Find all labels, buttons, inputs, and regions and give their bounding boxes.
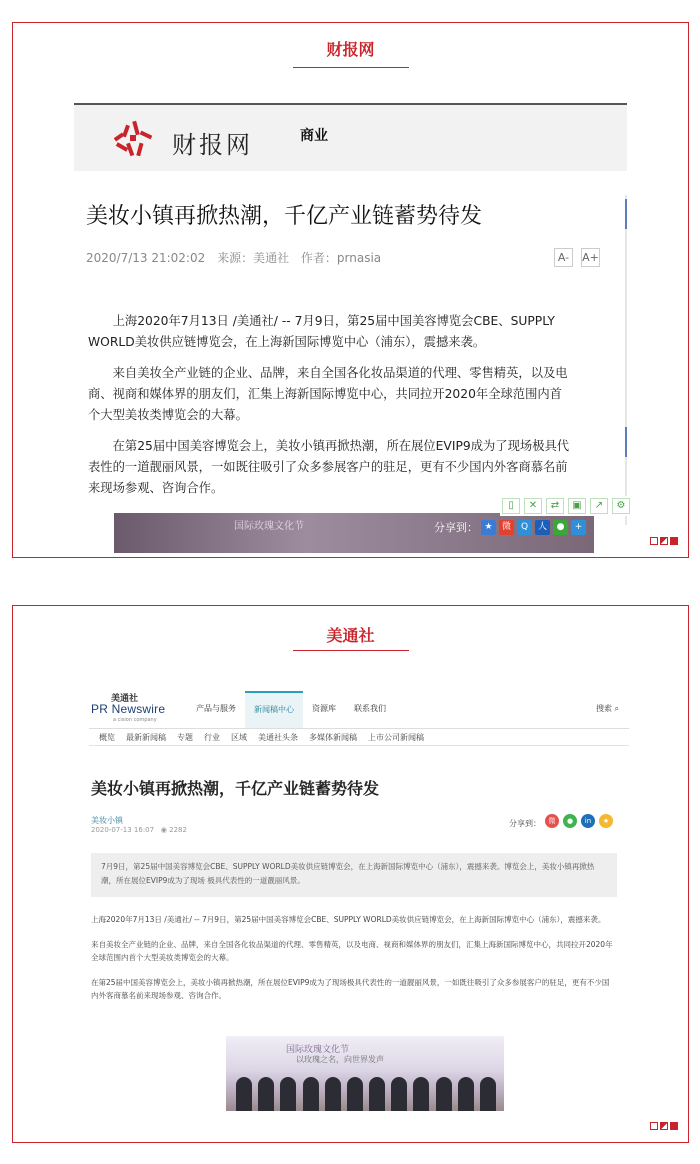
weibo-icon[interactable]: 微 bbox=[545, 814, 559, 828]
article-body bbox=[88, 311, 574, 509]
more-share-icon[interactable]: + bbox=[571, 520, 586, 535]
view-count: 2282 bbox=[169, 826, 187, 834]
article-title: 美妆小镇再掀热潮，千亿产业链蓄势待发 bbox=[86, 204, 483, 229]
site-header bbox=[74, 103, 627, 171]
photo-people bbox=[236, 1077, 496, 1111]
subnav-item[interactable]: 专题 bbox=[177, 733, 193, 742]
scroll-track[interactable] bbox=[625, 195, 627, 525]
subnav-item[interactable]: 概览 bbox=[99, 733, 115, 742]
title-underline bbox=[293, 67, 409, 68]
article-photo bbox=[226, 1036, 504, 1111]
share-bar bbox=[434, 519, 586, 535]
logo-subtext: a cision company bbox=[113, 717, 157, 723]
scroll-marker bbox=[625, 427, 627, 457]
subnav-item[interactable]: 美通社头条 bbox=[258, 733, 298, 742]
image-banner-text: 国际玫瑰文化节 bbox=[286, 1045, 350, 1055]
eye-icon: ◉ bbox=[160, 826, 167, 834]
settings-icon[interactable]: ⚙ bbox=[612, 498, 630, 514]
image-banner-text: 国际玫瑰文化节 bbox=[234, 521, 304, 532]
article-meta bbox=[91, 826, 187, 834]
share-label: 分享到： bbox=[509, 819, 541, 828]
nav-item-resources[interactable]: 资源库 bbox=[312, 704, 336, 713]
font-smaller-button[interactable]: A- bbox=[554, 248, 573, 267]
subnav-item[interactable]: 区域 bbox=[231, 733, 247, 742]
font-larger-button[interactable]: A+ bbox=[581, 248, 600, 267]
article-paragraph: 上海2020年7月13日 /美通社/ -- 7月9日，第25届中国美容博览会CBE、SUPPLY WORLD美妆供应链博览会，在上海新国际博览中心（浦东），震撼来袭。 bbox=[91, 915, 606, 924]
share-buttons bbox=[545, 814, 613, 828]
corner-decoration bbox=[650, 1122, 678, 1130]
article-paragraph: 在第25届中国美容博览会上，美妆小镇再掀热潮，所在展位EVIP9成为了现场极具代表性的一道靓丽风景，一如既往吸引了众多参展客户的驻足，更有不少国内外客商慕名前来现场参观、咨询合作。 bbox=[91, 978, 610, 1000]
prnewswire-screenshot bbox=[89, 681, 629, 1111]
article-paragraph: 在第25届中国美容博览会上，美妆小镇再掀热潮，所在展位EVIP9成为了现场极具代表性的一道靓丽风景，一如既往吸引了众多参展客户的驻足，更有不少国内外客商慕名前来现场参观、咨询合作。 bbox=[88, 439, 570, 495]
caibao-screenshot bbox=[74, 103, 627, 534]
article-body bbox=[91, 913, 615, 1014]
media-card-prnewswire bbox=[12, 605, 689, 1143]
image-banner-subtext: 以玫瑰之名，向世界发声 bbox=[296, 1055, 384, 1064]
search-icon: ⌕ bbox=[614, 704, 619, 713]
renren-icon[interactable]: 人 bbox=[535, 520, 550, 535]
export-icon[interactable]: ↗ bbox=[590, 498, 608, 514]
article-datetime: 2020-07-13 16:07 bbox=[91, 826, 155, 834]
favorite-icon[interactable]: ★ bbox=[599, 814, 613, 828]
pr-newswire-logo[interactable]: PR Newswire bbox=[91, 702, 166, 716]
article-title: 美妆小镇再掀热潮，千亿产业链蓄势待发 bbox=[91, 779, 380, 798]
article-summary: 7月9日，第25届中国美容博览会CBE、SUPPLY WORLD美妆供应链博览会，在上海新国际博览中心（浦东），震撼来袭。博览会上，美妆小镇再掀热潮，所在展位EVIP9成为了现场 极具代表性的一道靓丽风景。 bbox=[91, 853, 617, 897]
wechat-icon[interactable]: ● bbox=[563, 814, 577, 828]
nav-item-newsroom[interactable]: 新闻稿中心 bbox=[245, 691, 303, 729]
linkedin-icon[interactable]: in bbox=[581, 814, 595, 828]
card-title: 美通社 bbox=[326, 626, 375, 645]
qzone-icon[interactable]: ★ bbox=[481, 520, 496, 535]
article-paragraph: 来自美妆全产业链的企业、品牌，来自全国各化妆品渠道的代理、零售精英，以及电商、视商和媒体界的朋友们，汇集上海新国际博览中心，共同拉开2020年全球范围内首个大型美妆类博览会的大幕。 bbox=[88, 366, 568, 422]
subnav-item[interactable]: 多媒体新闻稿 bbox=[309, 733, 357, 742]
caibao-logo-icon bbox=[110, 119, 156, 159]
subnav-item[interactable]: 最新新闻稿 bbox=[126, 733, 166, 742]
font-size-controls bbox=[554, 248, 600, 267]
article-source: 来源：美通社 bbox=[217, 251, 290, 265]
subnav-item[interactable]: 上市公司新闻稿 bbox=[368, 733, 424, 742]
article-tag-link[interactable]: 美妆小镇 bbox=[91, 816, 123, 825]
qq-icon[interactable]: Q bbox=[517, 520, 532, 535]
article-datetime: 2020/7/13 21:02:02 bbox=[86, 251, 206, 265]
corner-decoration bbox=[650, 537, 678, 545]
article-paragraph: 上海2020年7月13日 /美通社/ -- 7月9日，第25届中国美容博览会CBE、SUPPLY WORLD美妆供应链博览会，在上海新国际博览中心（浦东），震撼来袭。 bbox=[88, 314, 555, 349]
nav-item-products[interactable]: 产品与服务 bbox=[196, 704, 236, 713]
weibo-icon[interactable]: 微 bbox=[499, 520, 514, 535]
article-toolbar bbox=[500, 496, 632, 516]
scroll-marker bbox=[625, 199, 627, 229]
save-icon[interactable]: ▣ bbox=[568, 498, 586, 514]
share-label: 分享到： bbox=[434, 521, 478, 534]
article-paragraph: 来自美妆全产业链的企业、品牌，来自全国各化妆品渠道的代理、零售精英，以及电商、视商和媒体界的朋友们，汇集上海新国际博览中心，共同拉开2020年全球范围内首个大型美妆类博览会的大幕。 bbox=[91, 940, 613, 962]
swap-icon[interactable]: ⇄ bbox=[546, 498, 564, 514]
title-underline bbox=[293, 650, 409, 651]
media-card-caibao bbox=[12, 22, 689, 558]
subnav-item[interactable]: 行业 bbox=[204, 733, 220, 742]
fullscreen-icon[interactable]: ✕ bbox=[524, 498, 542, 514]
logo-cn-text: 美通社 bbox=[111, 694, 139, 704]
nav-item-business[interactable]: 商业 bbox=[300, 128, 328, 144]
sub-nav bbox=[89, 728, 629, 746]
wechat-icon[interactable]: ● bbox=[553, 520, 568, 535]
main-nav bbox=[187, 699, 395, 729]
search-button[interactable] bbox=[596, 703, 619, 714]
card-title: 财报网 bbox=[326, 40, 375, 59]
article-author: 作者：prnasia bbox=[300, 251, 382, 265]
nav-item-contact[interactable]: 联系我们 bbox=[354, 704, 386, 713]
article-meta bbox=[86, 249, 389, 266]
search-label: 搜索 bbox=[595, 704, 612, 713]
bookmark-icon[interactable]: ▯ bbox=[502, 498, 520, 514]
site-logo-text[interactable]: 财报网 bbox=[172, 131, 253, 159]
